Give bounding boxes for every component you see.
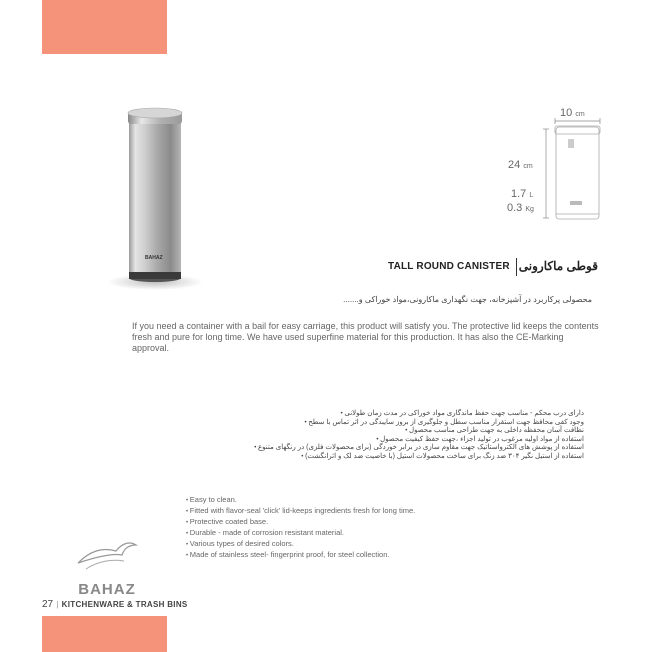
brand-logo [72, 533, 142, 598]
features-en-list [186, 495, 506, 561]
width-dimension: 10 cm [560, 107, 585, 119]
page-number: 27 [42, 599, 54, 610]
features-fa-item: نظافت آسان محفظه داخلی به جهت طراحی مناسب محصول • [284, 427, 584, 436]
features-en-item: • Made of stainless steel- fingerprint proof, for steel collection. [186, 550, 506, 561]
product-title-fa: قوطی ماکارونی [518, 259, 598, 273]
top-accent-block [42, 0, 167, 54]
product-photo [100, 100, 210, 300]
dimension-diagram [500, 105, 610, 225]
intro-fa: محصولی پرکاربرد در آشپزخانه، جهت نگهداری ماکارونی،مواد خوراکی و....... [343, 295, 592, 304]
title-divider [516, 258, 517, 276]
features-en-item: • Easy to clean. [186, 495, 506, 506]
capacity-value: 1.7 L [511, 188, 534, 200]
features-fa-item: دارای درب محکم - مناسب جهت حفظ ماندگاری مواد خوراکی در مدت زمان طولانی • [284, 410, 584, 419]
description-en: If you need a container with a bail for easy carriage, this product will satisfy you. The protective lid keeps the contents fresh and pure for long time. We have used superfine material for this production. It has also the CE-Marking approval. [132, 321, 599, 353]
photo-brand-label: BAHAZ [145, 255, 163, 261]
product-title-row [388, 256, 598, 280]
features-fa-item: وجود کفی محافظ جهت استقرار مناسب سطل و جلوگیری از بروز سایبدگی در اثر تماس با سطح • [284, 419, 584, 428]
logo-text: BAHAZ [78, 581, 136, 598]
features-fa-list [258, 410, 584, 462]
weight-value: 0.3 Kg [507, 202, 534, 214]
footer-separator: | [56, 600, 59, 609]
section-title: KITCHENWARE & TRASH BINS [61, 600, 188, 609]
features-fa-item: استفاده از مواد اولیه مرغوب در تولید اجزاء ،جهت حفظ کیفیت محصول • [284, 436, 584, 445]
page-footer [42, 599, 188, 610]
features-en-item: • Fitted with flavor-seal 'click' lid-keeps ingredients fresh for long time. [186, 506, 506, 517]
features-en-item: • Protective coated base. [186, 517, 506, 528]
bird-icon [72, 533, 142, 578]
features-en-item: • Various types of desired colors. [186, 539, 506, 550]
features-en-item: • Durable - made of corrosion resistant material. [186, 528, 506, 539]
bottom-accent-block [42, 616, 167, 652]
product-title-en: TALL ROUND CANISTER [388, 261, 510, 272]
height-dimension: 24 cm [508, 159, 533, 171]
features-fa-item: استفاده از پوشش های الکترواستاتیک جهت مقاوم سازی در برابر خوردگی (برای محصولات فلزی) در رنگهای متنوع • [284, 444, 584, 453]
features-fa-item: استفاده از استیل نگیر ۳۰۴ ضد زنگ برای ساخت محصولات استیل (با خاصیت ضد لک و اثرانگشت) • [284, 453, 584, 462]
